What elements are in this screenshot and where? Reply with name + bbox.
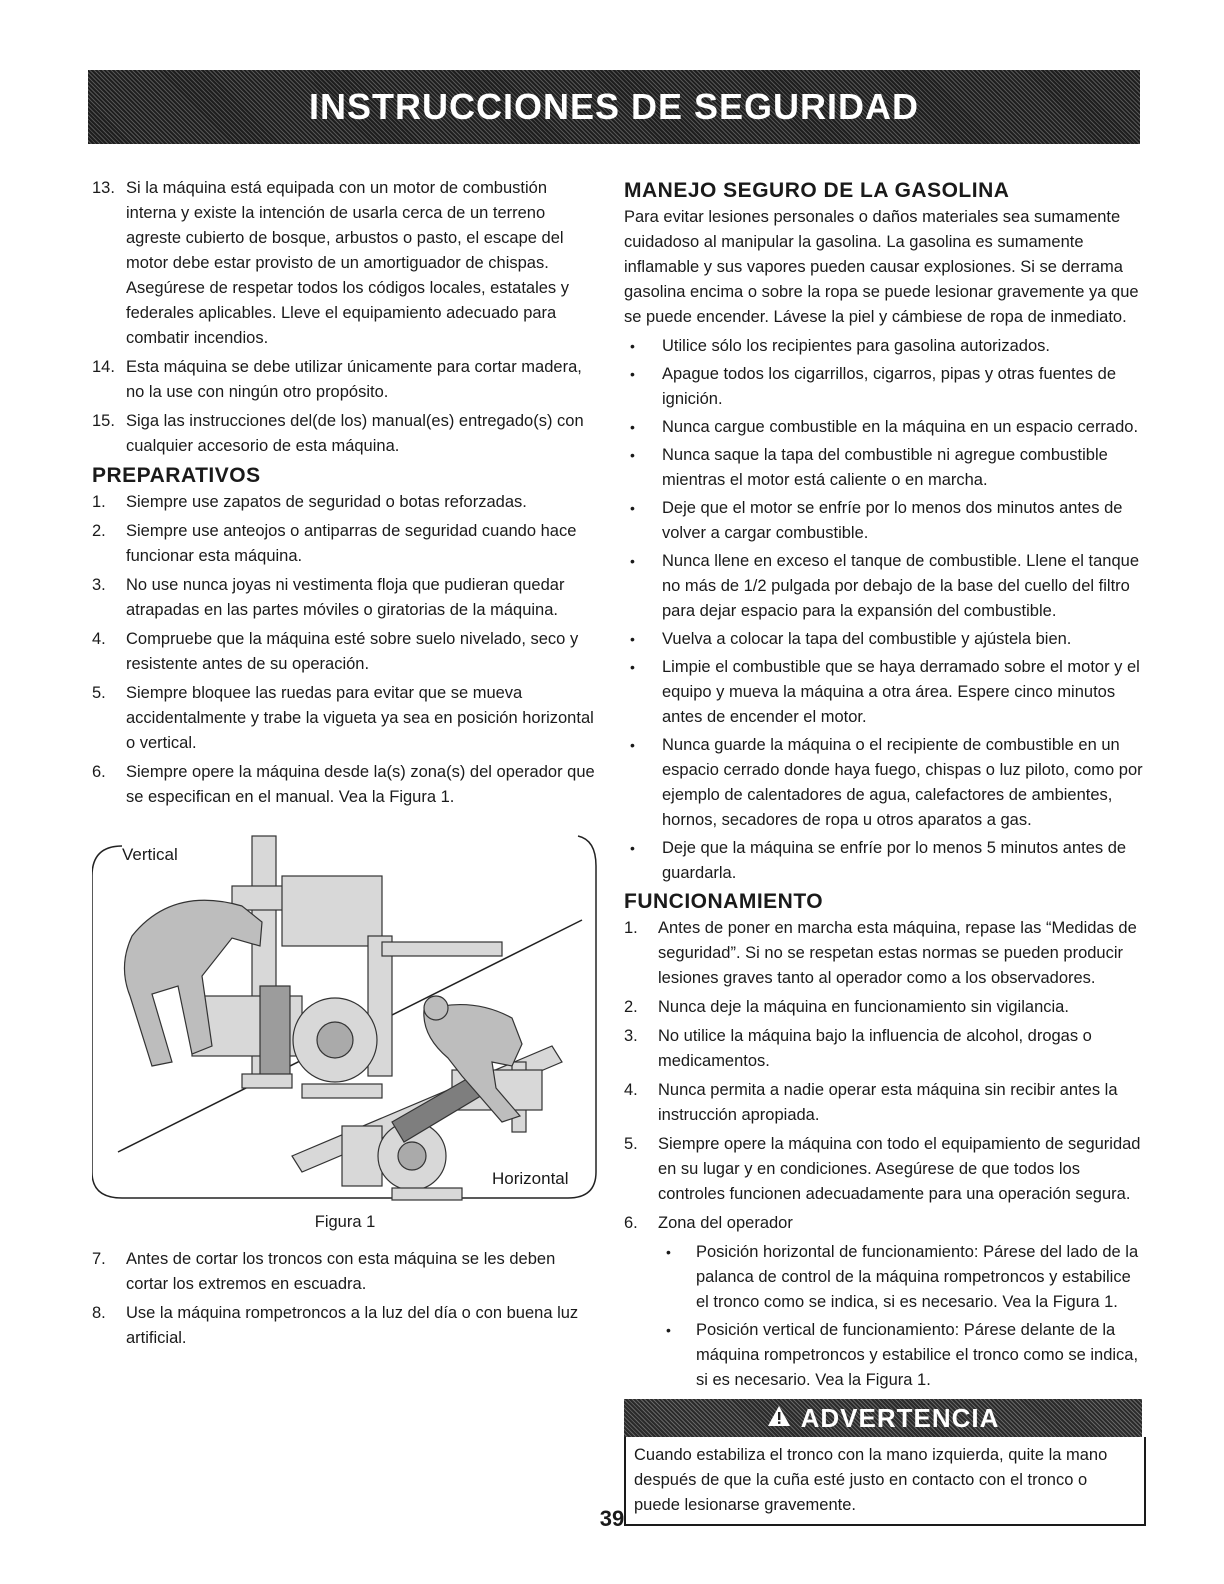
log-splitter-illustration: [92, 826, 598, 1202]
list-item: 6. Zona del operador • Posición horizontal de funcionamiento: Párese del lado de la palanca de control de la máquina rompetroncos y estabilice el tronco como se indica, si es necesario. Vea la Figura 1. • Posición vertical de funcionamiento: Párese delante de la máquina rompetroncos y estabilice el tronco como se indica, si es necesario. Vea la Figura 1.: [624, 1211, 1144, 1393]
figure-1: [92, 826, 598, 1202]
figure-caption: Figura 1: [314, 1213, 376, 1231]
section-heading-funcionamiento: FUNCIONAMIENTO: [624, 890, 824, 913]
left-column: [92, 176, 598, 1355]
list-item: • Apague todos los cigarrillos, cigarros, pipas y otras fuentes de ignición.: [624, 362, 1144, 412]
list-item: 1. Siempre use zapatos de seguridad o botas reforzadas.: [92, 493, 527, 511]
list-item: 3. No use nunca joyas ni vestimenta floja que pudieran quedar atrapadas en las partes móviles o giratorias de la máquina.: [92, 576, 565, 619]
list-item: 14. Esta máquina se debe utilizar únicamente para cortar madera, no la use con ningún otro propósito.: [92, 358, 582, 401]
list-item: 6. Siempre opere la máquina desde la(s) zona(s) del operador que se especifican en el manual. Vea la Figura 1.: [92, 763, 595, 806]
list-item: • Nunca llene en exceso el tanque de combustible. Llene el tanque no más de 1/2 pulgada por debajo de la base del cuello del filtro para dejar espacio para la expansión del combustible.: [624, 549, 1144, 624]
list-item: 3. No utilice la máquina bajo la influencia de alcohol, drogas o medicamentos.: [624, 1027, 1092, 1070]
gasolina-intro: Para evitar lesiones personales o daños materiales sea sumamente cuidadoso al manipular la gasolina. La gasolina es sumamente inflamable y sus vapores pueden causar explosiones. Si se derrama gasolina encima o sobre la ropa se puede lesionar gravemente ya que se puede encender. Lávese la piel y cámbiese de ropa de inmediato.: [624, 208, 1139, 326]
list-item: • Vuelva a colocar la tapa del combustible y ajústela bien.: [624, 627, 1144, 652]
list-item: 4. Nunca permita a nadie operar esta máquina sin recibir antes la instrucción apropiada.: [624, 1081, 1118, 1124]
header-banner: [88, 70, 1140, 144]
page-number: 39: [599, 1506, 625, 1531]
list-item: 2. Nunca deje la máquina en funcionamiento sin vigilancia.: [624, 998, 1069, 1016]
gasolina-list: [624, 334, 1144, 886]
list-item: • Nunca saque la tapa del combustible ni agregue combustible mientras el motor está caliente o en marcha.: [624, 443, 1144, 493]
page-title: INSTRUCCIONES DE SEGURIDAD: [308, 86, 920, 127]
list-item: • Deje que la máquina se enfríe por lo menos 5 minutos antes de guardarla.: [624, 836, 1144, 886]
safety-list-bottom: [92, 1247, 598, 1351]
list-item: 7. Antes de cortar los troncos con esta máquina se les deben cortar los extremos en escuadra.: [92, 1250, 556, 1293]
list-item: 4. Compruebe que la máquina esté sobre suelo nivelado, seco y resistente antes de su operación.: [92, 630, 579, 673]
warning-title: ADVERTENCIA: [800, 1402, 1000, 1433]
list-item: • Deje que el motor se enfríe por lo menos dos minutos antes de volver a cargar combustible.: [624, 496, 1144, 546]
section-heading-preparativos: PREPARATIVOS: [92, 464, 261, 487]
warning-triangle-icon: [767, 1405, 791, 1431]
list-item: 8. Use la máquina rompetroncos a la luz del día o con buena luz artificial.: [92, 1304, 579, 1347]
figure-label-horizontal: Horizontal: [492, 1169, 569, 1188]
list-item: 5. Siempre bloquee las ruedas para evitar que se mueva accidentalmente y trabe la vigueta ya sea en posición horizontal o vertical.: [92, 684, 594, 752]
operator-zone-list: [658, 1240, 1144, 1393]
section-heading-gasolina: MANEJO SEGURO DE LA GASOLINA: [624, 179, 1010, 202]
list-item: • Nunca cargue combustible en la máquina en un espacio cerrado.: [624, 415, 1144, 440]
funcionamiento-list: [624, 916, 1144, 1393]
warning-banner: [624, 1399, 1142, 1437]
list-item: • Posición horizontal de funcionamiento: Párese del lado de la palanca de control de la máquina rompetroncos y estabilice el tronco como se indica, si es necesario. Vea la Figura 1.: [658, 1240, 1144, 1315]
preparativos-list: [92, 490, 598, 810]
list-item: • Posición vertical de funcionamiento: Párese delante de la máquina rompetroncos y estabilice el tronco como se indica, si es necesario. Vea la Figura 1.: [658, 1318, 1144, 1393]
list-item: 1. Antes de poner en marcha esta máquina, repase las “Medidas de seguridad”. Si no se respetan estas normas se pueden producir lesiones graves tanto al operador como a los observadores.: [624, 919, 1137, 987]
list-item: 15. Siga las instrucciones del(de los) manual(es) entregado(s) con cualquier accesorio de esta máquina.: [92, 412, 584, 455]
safety-list-top: [92, 176, 598, 459]
list-item: • Utilice sólo los recipientes para gasolina autorizados.: [624, 334, 1144, 359]
list-item: 13. Si la máquina está equipada con un motor de combustión interna y existe la intención de usarla cerca de un terreno agreste cubierto de bosque, arbustos o pasto, el escape del motor debe estar provisto de un amortiguador de chispas. Asegúrese de respetar todos los códigos locales, estatales y federales aplicables. Lleve el equipamiento adecuado para combatir incendios.: [92, 179, 570, 347]
list-item: • Nunca guarde la máquina o el recipiente de combustible en un espacio cerrado donde haya fuego, chispas o luz piloto, como por ejemplo de calentadores de agua, calefactores de ambientes, hornos, secadores de ropa u otros aparatos a gas.: [624, 733, 1144, 833]
warning-text: Cuando estabiliza el tronco con la mano izquierda, quite la mano después de que la cuña esté justo en contacto con el tronco o puede lesionarse gravemente.: [634, 1446, 1108, 1514]
right-column: [624, 176, 1144, 1526]
figure-label-vertical: Vertical: [122, 845, 178, 864]
list-item: • Limpie el combustible que se haya derramado sobre el motor y el equipo y mueva la máquina a otra área. Espere cinco minutos antes de encender el motor.: [624, 655, 1144, 730]
list-item: 5. Siempre opere la máquina con todo el equipamiento de seguridad en su lugar y en condiciones. Asegúrese de que todos los controles funcionen adecuadamente para una operación segura.: [624, 1135, 1141, 1203]
list-item: 2. Siempre use anteojos o antiparras de seguridad cuando hace funcionar esta máquina.: [92, 522, 577, 565]
